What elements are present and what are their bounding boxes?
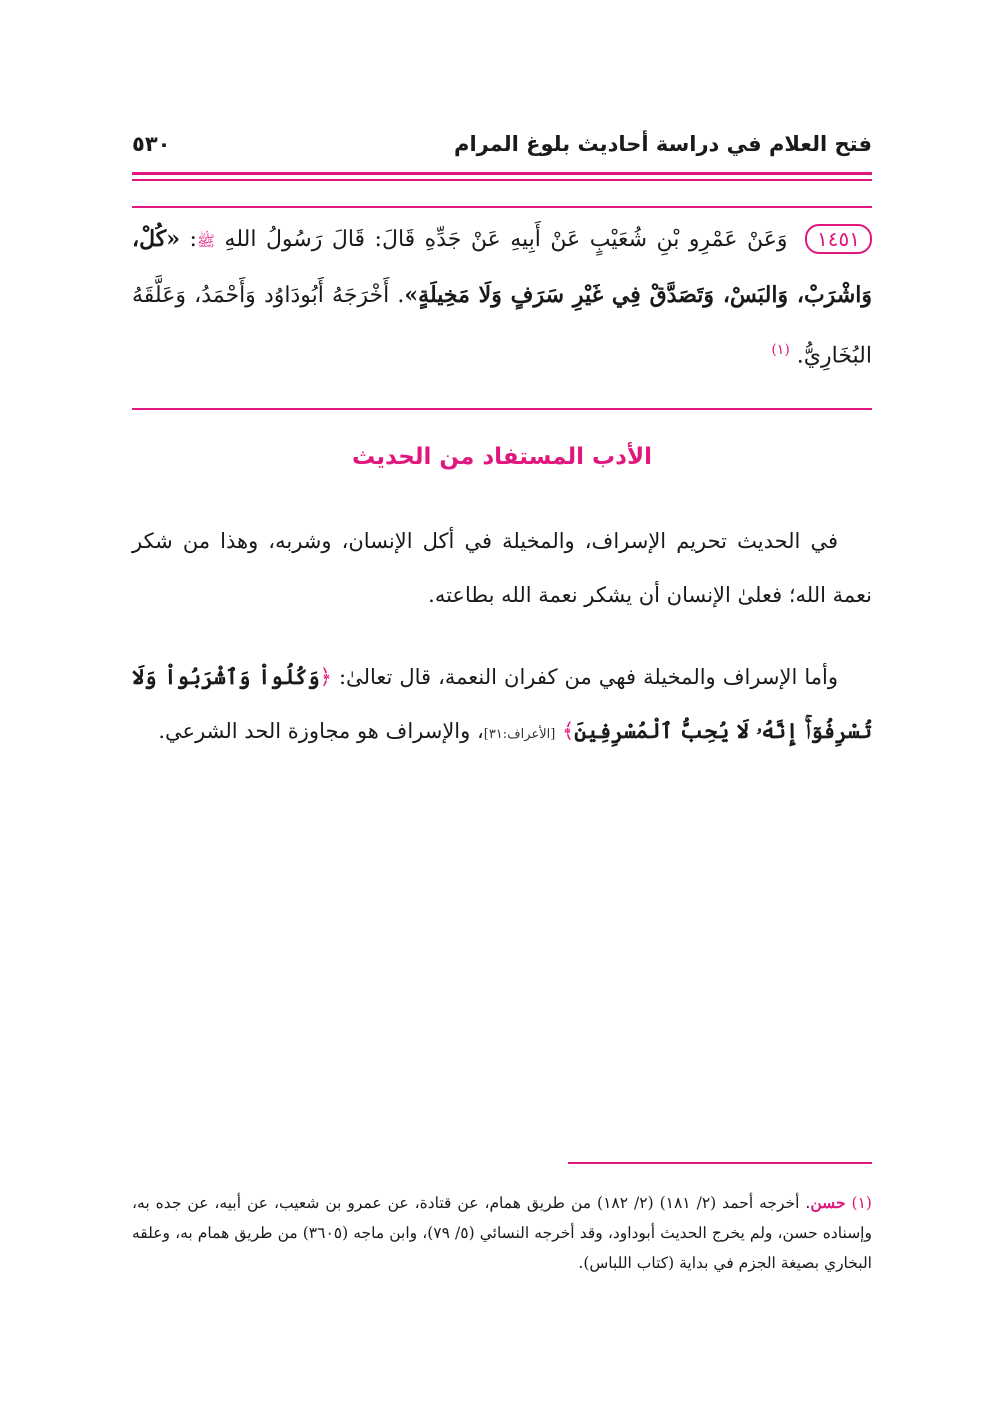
header-rule-top — [132, 172, 872, 175]
quran-verse: وَكُلُواْ وَٱشْرَبُواْ وَلَا تُسْرِفُوٓاْۚ إِنَّهُۥ لَا يُحِبُّ ٱلْمُسْرِفِينَ — [132, 664, 872, 743]
hadith-rule-bottom — [132, 408, 872, 410]
footnote-marker[interactable]: (١) — [771, 342, 790, 358]
surah-reference: [الأعراف:٣١] — [483, 727, 556, 742]
pbuh-icon: ﷺ — [196, 232, 216, 250]
book-title: فتح العلام في دراسة أحاديث بلوغ المرام — [454, 132, 872, 156]
paragraph-2-end: ، والإسراف هو مجاوزة الحد الشرعي. — [158, 719, 484, 743]
paragraph-2-start: وأما الإسراف والمخيلة فهي من كفران النعمة، قال تعالىٰ: — [338, 665, 838, 689]
page-number: ٥٣٠ — [132, 132, 171, 156]
hadith-intro: وَعَنْ عَمْرِو بْنِ شُعَيْبٍ عَنْ أَبِيهِ عَنْ جَدِّهِ قَالَ: قَالَ رَسُولُ اللهِ — [224, 227, 788, 252]
quran-close-bracket-icon: ﴾ — [561, 719, 575, 743]
hadith-number-badge: ١٤٥١ — [805, 224, 872, 254]
hadith-quote: «كُلْ، وَاشْرَبْ، وَالبَسْ، وَتَصَدَّقْ فِي غَيْرِ سَرَفٍ وَلَا مَخِيلَةٍ» — [132, 226, 872, 308]
hadith-outro: . أَخْرَجَهُ أَبُودَاوُد وَأَحْمَدُ، وَعَلَّقَهُ البُخَارِيُّ. — [132, 283, 872, 369]
footnote-number: (١) — [851, 1194, 872, 1212]
footnote — [132, 1188, 872, 1278]
page-header — [132, 128, 872, 168]
header-rule-bottom — [132, 179, 872, 181]
footnote-rule — [568, 1162, 872, 1164]
hadith-rule-top — [132, 206, 872, 208]
hadith-colon: : — [189, 227, 197, 252]
paragraph-2 — [132, 650, 872, 762]
quran-open-bracket-icon: ﴿ — [319, 665, 332, 689]
paragraph-1: في الحديث تحريم الإسراف، والمخيلة في أكل الإنسان، وشربه، وهذا من شكر نعمة الله؛ فعلىٰ الإنسان أن يشكر نعمة الله بطاعته. — [132, 529, 872, 607]
footnote-text: . أخرجه أحمد (٢/ ١٨١) (٢/ ١٨٢) من طريق همام، عن قتادة، عن عمرو بن شعيب، عن أبيه، عن جده به، وإسناده حسن، ولم يخرج الحديث أبوداود، وقد أخرجه النسائي (٥/ ٧٩)، وابن ماجه (٣٦٠٥) من طريق همام به، وعلقه البخاري بصيغة الجزم في بداية (كتاب اللباس). — [132, 1194, 872, 1272]
footnote-grade: حسن — [810, 1193, 846, 1212]
section-heading: الأدب المستفاد من الحديث — [352, 444, 652, 470]
hadith-block — [132, 212, 872, 383]
